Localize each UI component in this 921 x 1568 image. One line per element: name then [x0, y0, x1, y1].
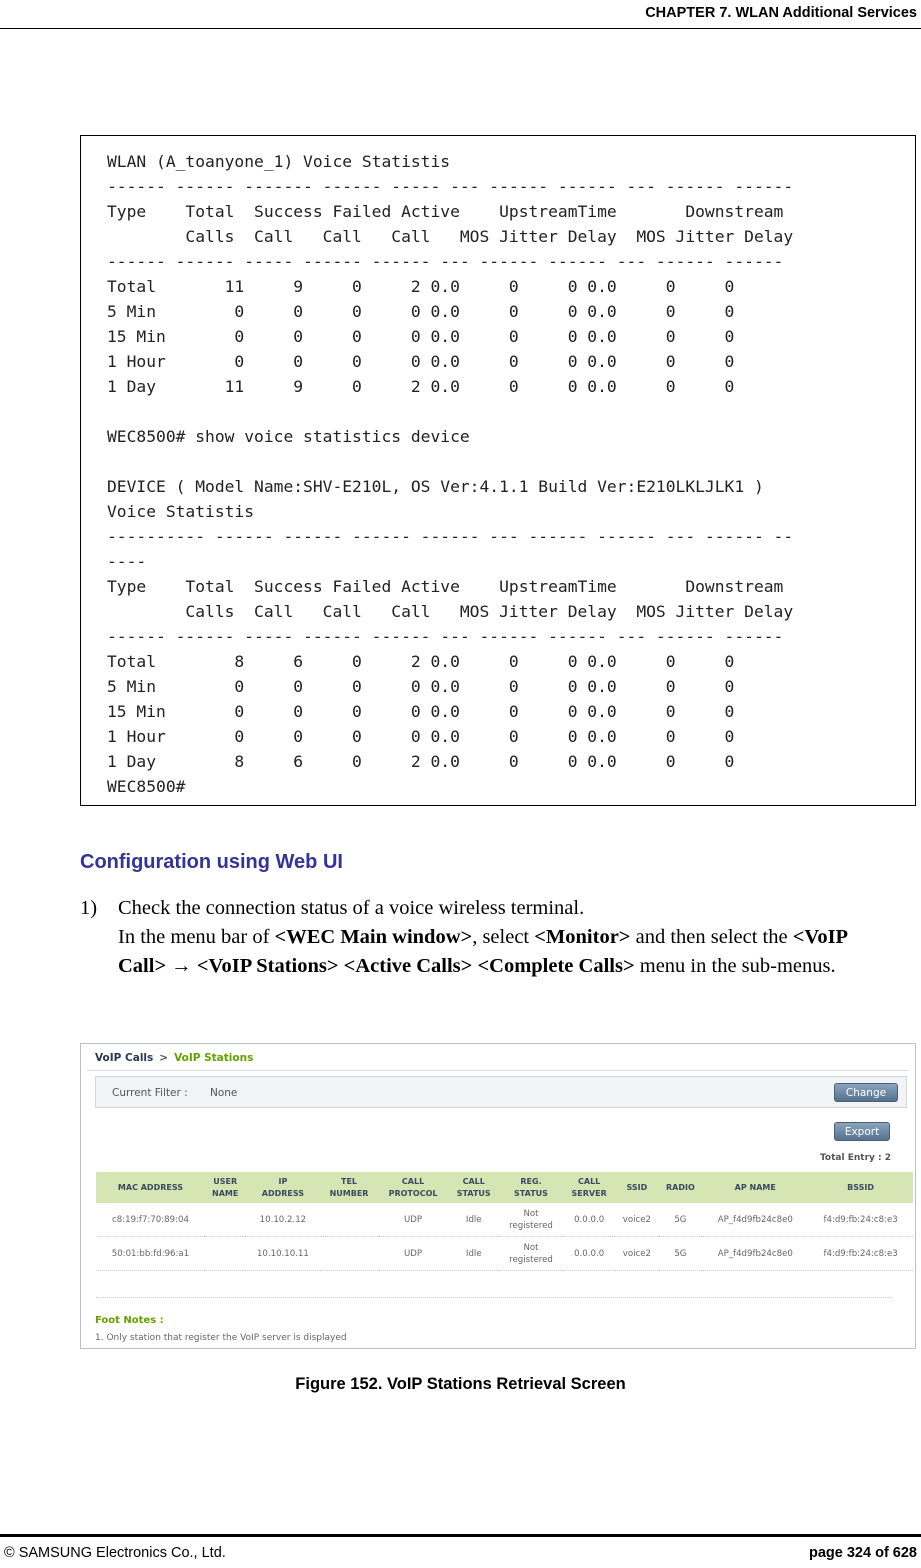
table-cell: 5G: [658, 1237, 702, 1271]
table-header-row: [96, 1172, 913, 1203]
column-header: CALL SERVER: [563, 1172, 615, 1203]
table-cell: 0.0.0.0: [563, 1203, 615, 1237]
step-title: Check the connection status of a voice wireless terminal.: [118, 897, 585, 919]
cli-output-text: WLAN (A_toanyone_1) Voice Statistis ------ ------ ------- ------ ----- --- ------ ------ --- ------ ------ Type Total Success Failed Active UpstreamTime Downstream Calls Call Call Call MOS Jitter Delay MOS Jitter Delay ------ ------ ----- ------ ------ --- ------ ------ --- ------ ------ Total 11 9 0 2 0.0 0 0 0.0 0 0 5 Min 0 0 0 0 0.0 0 0 0.0 0 0 15 Min 0 0 0 0 0.0 0 0 0.0 0 0 1 Hour 0 0 0 0 0.0 0 0 0.0 0 0 1 Day 11 9 0 2 0.0 0 0 0.0 0 0 WEC8500# show voice statistics device DEVICE ( Model Name:SHV-E210L, OS Ver:4.1.1 Build Ver:E210LKLJLK1 ) Voice Statistis ---------- ------ ------ ------ ------ --- ------ ------ --- ------ -- ---- Type Total Success Failed Active UpstreamTime Downstream Calls Call Call Call MOS Jitter Delay MOS Jitter Delay ------ ------ ----- ------ ------ --- ------ ------ --- ------ ------ Total 8 6 0 2 0.0 0 0 0.0 0 0 5 Min 0 0 0 0 0.0 0 0 0.0 0 0 15 Min 0 0 0 0 0.0 0 0 0.0 0 0 1 Hour 0 0 0 0 0.0 0 0 0.0 0 0 1 Day 8 6 0 2 0.0 0 0 0.0 0 0 WEC8500#: [107, 152, 794, 796]
export-button[interactable]: Export: [834, 1122, 890, 1141]
page-header: [0, 0, 921, 29]
table-cell: [205, 1203, 246, 1237]
cli-output-box: [80, 135, 916, 806]
table-cell: UDP: [378, 1237, 449, 1271]
step-bold-menu-path: <VoIP Call> → <VoIP Stations> <Active Calls> <Complete Calls>: [118, 926, 847, 977]
column-header: REG. STATUS: [499, 1172, 563, 1203]
table-cell: UDP: [378, 1203, 449, 1237]
column-header: SSID: [615, 1172, 658, 1203]
table-row: [96, 1237, 913, 1271]
foot-notes-title: Foot Notes :: [95, 1315, 164, 1326]
section-heading: Configuration using Web UI: [80, 851, 343, 873]
column-header: RADIO: [658, 1172, 702, 1203]
step-bold-monitor: <Monitor>: [534, 926, 631, 948]
column-header: AP NAME: [702, 1172, 808, 1203]
step-bold-wec-main-window: <WEC Main window>: [274, 926, 473, 948]
table-cell: 10.10.2.12: [245, 1203, 320, 1237]
table-cell: 50:01:bb:fd:96:a1: [96, 1237, 205, 1271]
column-header: USER NAME: [205, 1172, 246, 1203]
breadcrumb: [95, 1052, 253, 1064]
page-footer: [0, 1534, 921, 1568]
voip-stations-table: [96, 1172, 913, 1271]
column-header: BSSID: [808, 1172, 913, 1203]
table-cell: c8:19:f7:70:89:04: [96, 1203, 205, 1237]
step-text: , select: [472, 926, 535, 948]
table-bottom-divider: [96, 1297, 892, 1298]
table-cell: 0.0.0.0: [563, 1237, 615, 1271]
table-cell: Not registered: [499, 1237, 563, 1271]
copyright: © SAMSUNG Electronics Co., Ltd.: [4, 1545, 226, 1561]
step-body: [118, 923, 898, 981]
table-cell: f4:d9:fb:24:c8:e3: [808, 1237, 913, 1271]
table-cell: 10.10.10.11: [245, 1237, 320, 1271]
table-cell: f4:d9:fb:24:c8:e3: [808, 1203, 913, 1237]
step-text: menu in the sub-menus.: [634, 955, 836, 977]
table-cell: AP_f4d9fb24c8e0: [702, 1237, 808, 1271]
foot-note: 1. Only station that register the VoIP server is displayed: [95, 1333, 347, 1343]
table-cell: Not registered: [499, 1203, 563, 1237]
table-cell: [320, 1203, 377, 1237]
change-button[interactable]: Change: [834, 1083, 898, 1102]
filter-label: Current Filter :: [112, 1087, 188, 1099]
filter-value: None: [210, 1087, 238, 1099]
figure-caption: Figure 152. VoIP Stations Retrieval Screen: [295, 1375, 626, 1393]
breadcrumb-divider: [87, 1070, 909, 1071]
column-header: CALL STATUS: [448, 1172, 499, 1203]
column-header: TEL NUMBER: [320, 1172, 377, 1203]
breadcrumb-separator: >: [159, 1052, 169, 1064]
breadcrumb-voip-stations: VoIP Stations: [174, 1052, 254, 1064]
table-cell: [205, 1237, 246, 1271]
table-body: [96, 1203, 913, 1271]
page-number: page 324 of 628: [809, 1545, 917, 1561]
column-header: IP ADDRESS: [245, 1172, 320, 1203]
table-cell: 5G: [658, 1203, 702, 1237]
chapter-title: CHAPTER 7. WLAN Additional Services: [645, 5, 917, 21]
breadcrumb-voip-calls[interactable]: VoIP Calls: [95, 1052, 154, 1064]
table-cell: voice2: [615, 1203, 658, 1237]
column-header: CALL PROTOCOL: [378, 1172, 449, 1203]
step-text: In the menu bar of: [118, 926, 275, 948]
voip-stations-screenshot: [80, 1043, 916, 1349]
step-text: and then select the: [630, 926, 793, 948]
total-entry: Total Entry : 2: [819, 1153, 891, 1163]
filter-bar: [95, 1076, 907, 1108]
table-row: [96, 1203, 913, 1237]
table-cell: Idle: [448, 1203, 499, 1237]
table-cell: Idle: [448, 1237, 499, 1271]
table-cell: voice2: [615, 1237, 658, 1271]
step-number: 1): [80, 897, 98, 919]
table-cell: AP_f4d9fb24c8e0: [702, 1203, 808, 1237]
table-cell: [320, 1237, 377, 1271]
column-header: MAC ADDRESS: [96, 1172, 205, 1203]
